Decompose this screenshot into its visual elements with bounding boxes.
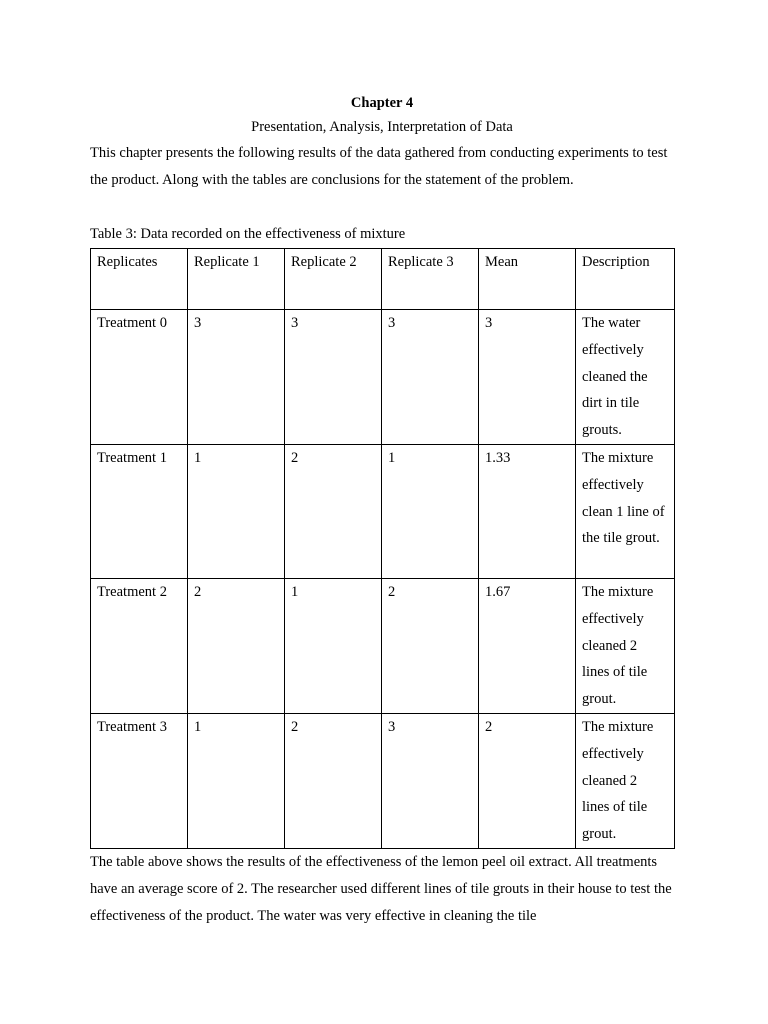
table-cell: 1 [382,444,479,578]
table-header-cell: Replicates [91,249,188,310]
table-header-cell: Replicate 1 [188,249,285,310]
chapter-subtitle: Presentation, Analysis, Interpretation of Data [251,119,513,135]
chapter-title: Chapter 4 [350,95,414,111]
table-header-cell: Description [576,249,675,310]
table-cell: The mixture effectively cleaned 2 lines of tile grout. [576,713,675,848]
table-cell: 2 [285,713,382,848]
intro-paragraph: This chapter presents the following results of the data gathered from conducting experiments to test the product. Along with the tables are conclusions for the statement of the problem. [90,145,668,188]
document-page [90,92,674,930]
table-caption: Table 3: Data recorded on the effectiveness of mixture [90,226,406,242]
table-cell: Treatment 3 [91,713,188,848]
table-cell: Treatment 0 [91,310,188,445]
table-header-row [91,249,675,310]
table-cell: The mixture effectively clean 1 line of the tile grout. [576,444,675,578]
table-cell: 2 [382,578,479,713]
table-cell: 1 [188,444,285,578]
table-cell: 1 [188,713,285,848]
table-cell: 2 [479,713,576,848]
table-cell: 2 [188,578,285,713]
table-cell: 3 [382,310,479,445]
table-row [91,713,675,848]
table-cell: 1.67 [479,578,576,713]
table-row [91,444,675,578]
table-cell: 3 [285,310,382,445]
table-header-cell: Replicate 2 [285,249,382,310]
table-header-cell: Mean [479,249,576,310]
table-cell: 3 [382,713,479,848]
table-cell: 1 [285,578,382,713]
table-cell: Treatment 2 [91,578,188,713]
table-header-cell: Replicate 3 [382,249,479,310]
table-cell: 1.33 [479,444,576,578]
effectiveness-table [90,248,675,849]
table-cell: The mixture effectively cleaned 2 lines of tile grout. [576,578,675,713]
table-cell: The water effectively cleaned the dirt in tile grouts. [576,310,675,445]
table-cell: 2 [285,444,382,578]
closing-paragraph: The table above shows the results of the effectiveness of the lemon peel oil extract. All treatments have an average score of 2. The researcher used different lines of tile grouts in their house to test the effectiveness of the product. The water was very effective in cleaning the tile [90,853,672,924]
table-row [91,578,675,713]
table-cell: 3 [188,310,285,445]
table-row [91,310,675,445]
table-cell: 3 [479,310,576,445]
table-cell: Treatment 1 [91,444,188,578]
